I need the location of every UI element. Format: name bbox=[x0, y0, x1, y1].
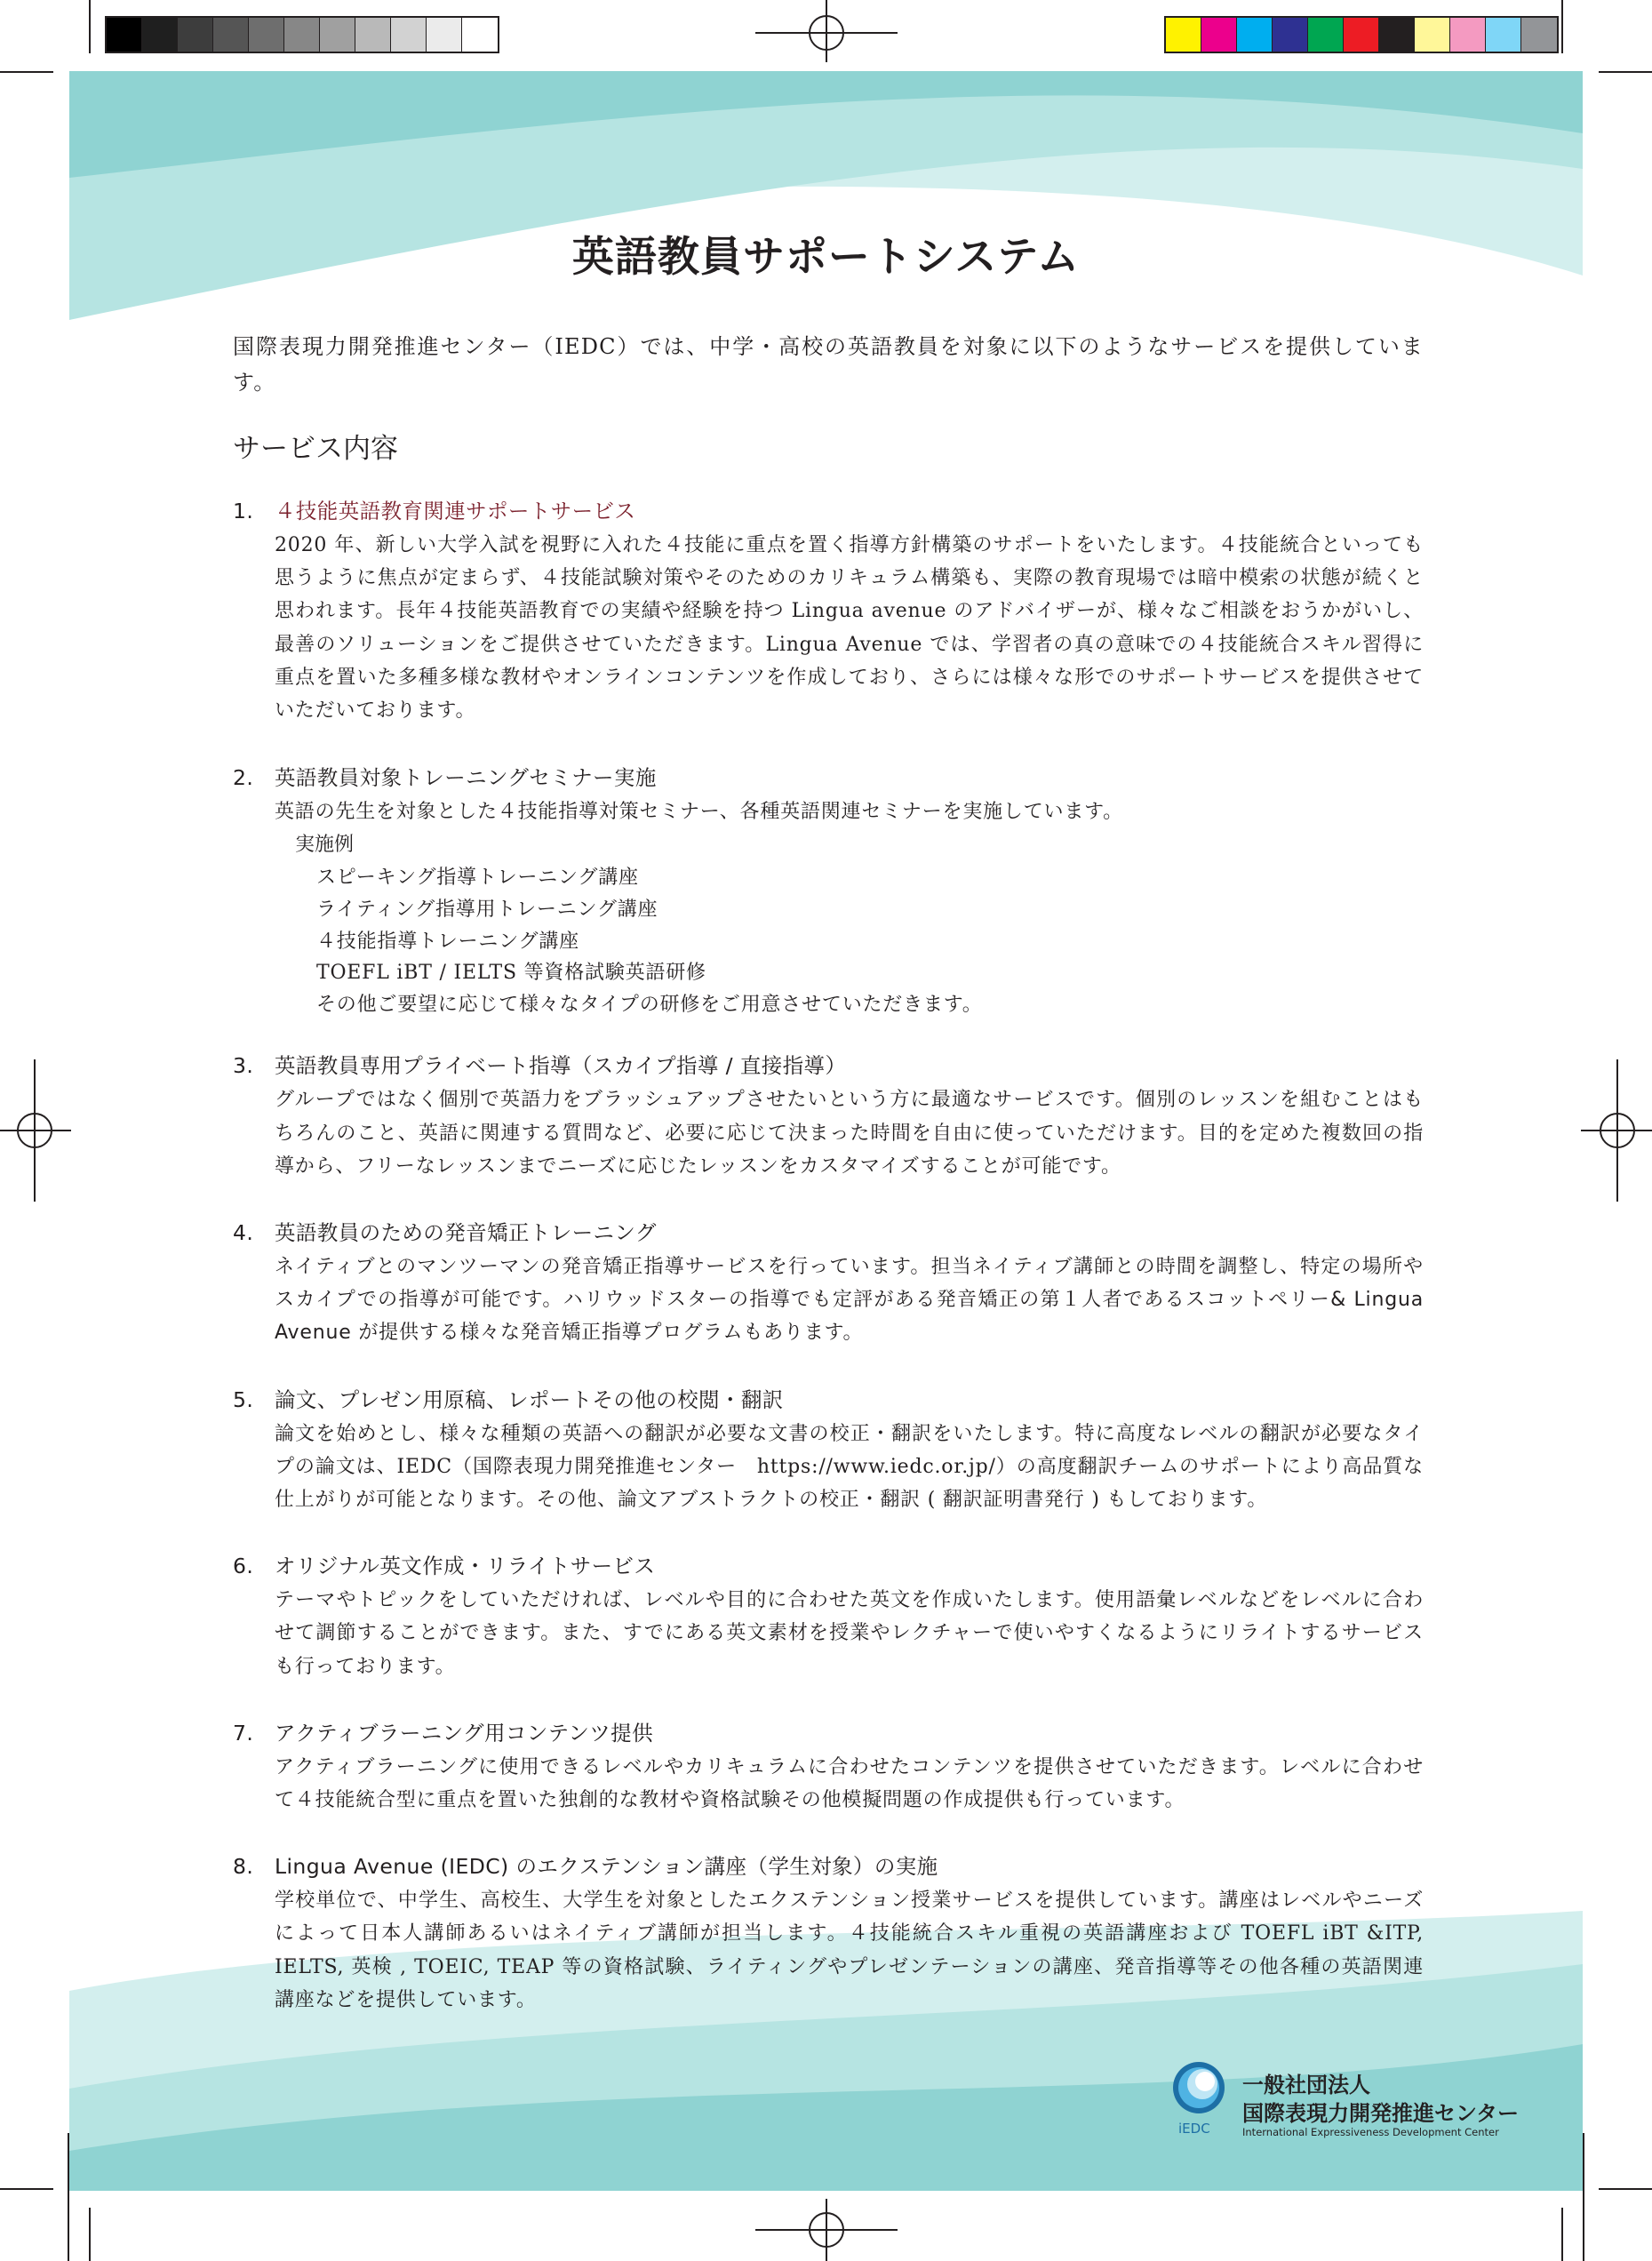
list-item: ４技能指導トレーニング講座 bbox=[316, 930, 579, 953]
service-title bbox=[233, 1715, 1424, 1751]
service-title bbox=[233, 1048, 1424, 1083]
service-number: 1. bbox=[233, 499, 254, 523]
service-title-text: 英語教員のための発音矯正トレーニング bbox=[275, 1220, 657, 1245]
service-body: アクティブラーニングに使用できるレベルやカリキュラムに合わせたコンテンツを提供させていただきます。レベルに合わせて４技能統合型に重点を置いた独創的な教材や資格試験その他模擬問題の作成提供も行っています。 bbox=[275, 1755, 1424, 1812]
service-item bbox=[233, 760, 1424, 1020]
org-type: 一般社団法人 bbox=[1242, 2073, 1370, 2097]
logo-text: iEDC bbox=[1178, 2121, 1210, 2137]
service-title-text: 英語教員対象トレーニングセミナー実施 bbox=[275, 765, 657, 791]
service-item bbox=[233, 1849, 1424, 2017]
service-body: 学校単位で、中学生、高校生、大学生を対象としたエクステンション授業サービスを提供しています。講座はレベルやニーズによって日本人講師あるいはネイティブ講師が担当します。４技能統合スキル重視の英語講座および TOEFL iBT &ITP, IELTS, 英検 , TOEIC, TEAP 等の資格試験、ライティングやプレゼンテーションの講座、発音指導等その他各種の英語関連講座などを提供しています。 bbox=[275, 1889, 1424, 2011]
service-number: 4. bbox=[233, 1220, 254, 1245]
service-number: 5. bbox=[233, 1386, 254, 1412]
service-title-text: 論文、プレゼン用原稿、レポートその他の校閲・翻訳 bbox=[275, 1386, 784, 1412]
service-body: テーマやトピックをしていただければ、レベルや目的に合わせた英文を作成いたします。使用語彙レベルなどをレベルに合わせて調節することができます。また、すでにある英文素材を授業やレクチャーで使いやすくなるようにリライトするサービスも行っております。 bbox=[275, 1589, 1424, 1678]
list-item: TOEFL iBT / IELTS 等資格試験英語研修 bbox=[316, 962, 706, 985]
examples-list bbox=[316, 862, 1424, 1020]
service-number: 7. bbox=[233, 1720, 254, 1746]
service-item bbox=[233, 493, 1424, 727]
service-title bbox=[233, 1849, 1424, 1884]
service-title-text: Lingua Avenue (IEDC) のエクステンション講座（学生対象）の実施 bbox=[275, 1854, 938, 1880]
service-number: 2. bbox=[233, 765, 254, 791]
services-list bbox=[233, 493, 1424, 2017]
service-title-text: ４技能英語教育関連サポートサービス bbox=[275, 499, 636, 523]
document-title: 英語教員サポートシステム bbox=[571, 233, 1081, 282]
service-title bbox=[233, 1548, 1424, 1584]
service-body: 2020 年、新しい大学入試を視野に入れた４技能に重点を置く指導方針構築のサポートをいたします。４技能統合といっても思うように焦点が定まらず、４技能試験対策やそのためのカリキュラム構築も、実際の教育現場では暗中模索の状態が続くと思われます。長年４技能英語教育での実績や経験を持つ Lingua avenue のアドバイザーが、様々なご相談をおうかがいし、最善のソリューションをご提供させていただきます。Lingua Avenue では、学習者の真の意味での４技能統合スキル習得に重点を置いた多種多様な教材やオンラインコンテンツを作成しており、さらには様々な形でのサポートサービスを提供させていただいております。 bbox=[275, 534, 1424, 723]
list-item: ライティング指導用トレーニング講座 bbox=[316, 899, 658, 922]
service-number: 3. bbox=[233, 1053, 254, 1079]
service-title-text: オリジナル英文作成・リライトサービス bbox=[275, 1554, 656, 1579]
service-body: グループではなく個別で英語力をブラッシュアップさせたいという方に最適なサービスです。個別のレッスンを組むことはもちろんのこと、英語に関連する質問など、必要に応じて決まった時間を自由に使っていただけます。目的を定めた複数回の指導から、フリーなレッスンまでニーズに応じたレッスンをカスタマイズすることが可能です。 bbox=[275, 1089, 1424, 1178]
organization-logo bbox=[1171, 2060, 1544, 2140]
org-name: 国際表現力開発推進センター bbox=[1242, 2101, 1520, 2126]
intro-paragraph: 国際表現力開発推進センター（IEDC）では、中学・高校の英語教員を対象に以下のようなサービスを提供しています。 bbox=[233, 334, 1424, 395]
service-body-highlight: スコットペリー& Lingua Avenue bbox=[275, 1289, 1424, 1345]
service-number: 6. bbox=[233, 1554, 254, 1579]
service-body: 英語の先生を対象とした４技能指導対策セミナー、各種英語関連セミナーを実施しています。 bbox=[275, 801, 1123, 824]
top-wave-decoration bbox=[0, 0, 1652, 373]
service-body-text-end: が提供する様々な発音矯正指導プログラムもあります。 bbox=[351, 1322, 864, 1345]
service-item bbox=[233, 1048, 1424, 1183]
service-title bbox=[233, 1382, 1424, 1418]
service-body bbox=[275, 1250, 1424, 1350]
service-title bbox=[233, 1215, 1424, 1250]
service-body-text: ネイティブとのマンツーマンの発音矯正指導サービスを行っています。担当ネイティブ講師との時間を調整し、特定の場所やスカイプでの指導が可能です。ハリウッドスターの指導でも定評がある発音矯正の第１人者である bbox=[275, 1256, 1424, 1312]
service-item bbox=[233, 1715, 1424, 1817]
list-item: その他ご要望に応じて様々なタイプの研修をご用意させていただきます。 bbox=[316, 993, 983, 1016]
service-item bbox=[233, 1215, 1424, 1350]
section-heading: サービス内容 bbox=[233, 433, 398, 465]
org-name-english: International Expressiveness Development Center bbox=[1242, 2126, 1499, 2138]
service-title bbox=[233, 493, 1424, 529]
iedc-logo-icon bbox=[1171, 2060, 1226, 2115]
service-number: 8. bbox=[233, 1854, 254, 1880]
service-body: 論文を始めとし、様々な種類の英語への翻訳が必要な文書の校正・翻訳をいたします。特に高度なレベルの翻訳が必要なタイプの論文は、IEDC（国際表現力開発推進センター https://www.iedc.or.jp/）の高度翻訳チームのサポートにより高品質な仕上がりが可能となります。その他、論文アブストラクトの校正・翻訳 ( 翻訳証明書発行 ) もしております。 bbox=[275, 1422, 1424, 1512]
list-item: スピーキング指導トレーニング講座 bbox=[316, 867, 639, 890]
service-title-text: アクティブラーニング用コンテンツ提供 bbox=[275, 1720, 653, 1746]
service-title bbox=[233, 760, 1424, 795]
service-title-text: 英語教員専用プライベート指導（スカイプ指導 / 直接指導） bbox=[275, 1053, 847, 1079]
service-item bbox=[233, 1548, 1424, 1683]
service-item bbox=[233, 1382, 1424, 1517]
examples-label: 実施例 bbox=[295, 834, 355, 857]
